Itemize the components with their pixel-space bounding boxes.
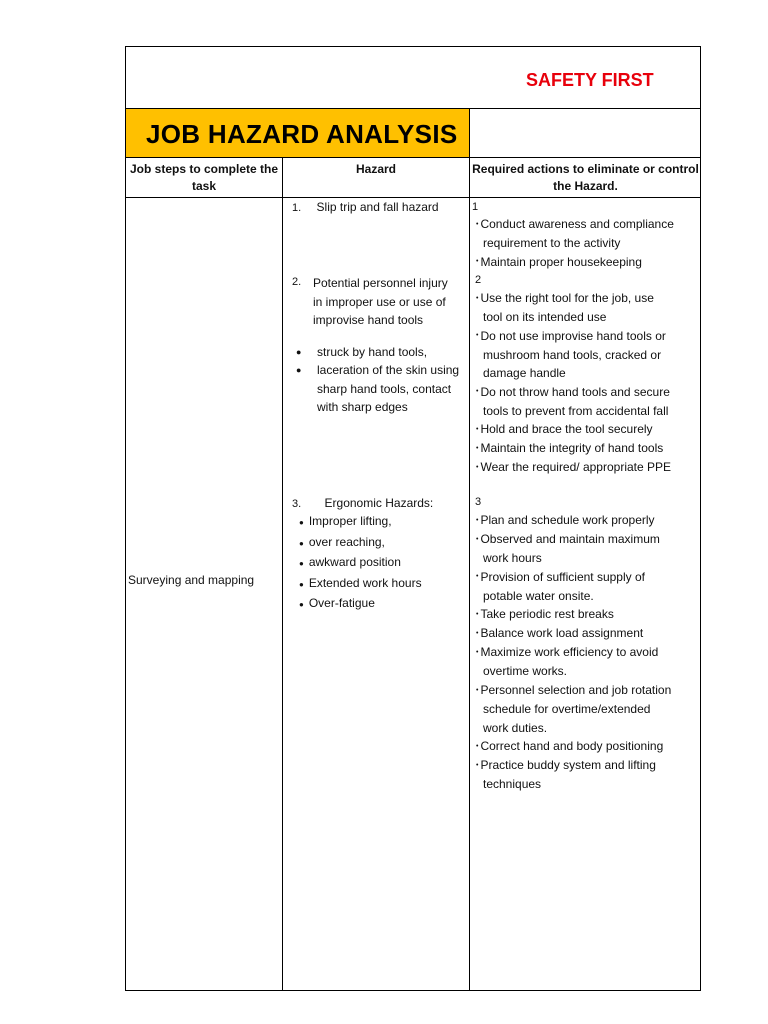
action-group-2 [476,289,671,477]
hazard-2-line: in improper use or use of [313,294,446,309]
action-text: potable water onsite. [483,588,594,603]
action-text: Maximize work efficiency to avoid [480,645,659,660]
action-text: Hold and brace the tool securely [480,422,653,437]
bullet-icon: ● [296,365,302,375]
bullet-icon: ● [299,538,304,548]
action-text: Conduct awareness and compliance [480,217,674,231]
page-title: JOB HAZARD ANALYSIS [146,119,458,149]
hazard-3-bullet [299,574,422,595]
action-item [476,643,671,662]
job-step-text: Surveying and mapping [128,573,255,587]
action-text: Wear the required/ appropriate PPE [480,460,672,475]
safety-first-label: SAFETY FIRST [526,70,654,90]
hazard-3-bullet [299,512,422,533]
bullet-icon: ● [299,579,304,589]
bullet-icon: • [476,425,479,433]
bullet-text: awkward position [308,555,401,569]
bullet-icon: ● [299,518,304,527]
bullet-icon: • [476,516,479,524]
hazard-3-bullets [299,512,422,615]
bullet-icon: • [476,629,479,637]
action-item [476,439,671,458]
bullet-text: Over-fatigue [308,596,375,610]
action-text: requirement to the activity [483,236,621,251]
bullet-icon: • [476,761,479,769]
hazard-2-number: 2. [292,276,302,288]
hazard-2-bullet-2 [296,361,301,381]
action-group-1-number: 1 [472,201,479,213]
bullet-line: with sharp edges [317,400,408,414]
bullet-icon: • [476,294,479,302]
hazard-3 [292,494,433,514]
action-text: Maintain proper housekeeping [480,254,642,269]
action-item [476,530,671,549]
column-header-job-steps: Job steps to complete the task [129,162,279,193]
hazard-2-bullet-text: struck by hand tools, [317,345,428,359]
bullet-icon: • [476,463,479,471]
column-header-hazard: Hazard [355,162,396,176]
action-text: Use the right tool for the job, use [480,291,654,305]
divider [469,108,470,157]
hazard-1-number: 1. [292,202,302,214]
action-item [476,511,671,530]
hazard-3-bullet [299,553,422,574]
bullet-icon: • [476,742,479,750]
hazard-2-text [313,274,448,330]
bullet-icon: • [476,610,479,618]
action-text: tools to prevent from accidental fall [483,403,669,418]
bullet-icon: • [476,220,479,228]
action-item [476,383,671,402]
action-text: Personnel selection and job rotation [480,682,672,697]
action-group-3 [476,511,671,794]
bullet-icon: • [476,332,479,340]
action-text: damage handle [483,366,566,381]
action-text: work duties. [483,720,548,735]
bullet-icon: • [476,648,479,656]
hazard-3-text: Ergonomic Hazards: [324,496,434,510]
action-text: Do not use improvise hand tools or [480,328,666,343]
bullet-icon: ● [299,559,304,568]
hazard-2-line: Potential personnel injury [313,276,448,290]
bullet-icon: • [476,258,479,266]
hazard-3-bullet [299,533,422,554]
action-text: Maintain the integrity of hand tools [480,441,664,456]
action-group-2-number: 2 [475,274,482,286]
hazard-2-bullet-1 [296,343,301,363]
action-group-1 [476,215,674,272]
action-text: Balance work load assignment [480,626,644,641]
divider [125,157,701,158]
action-item [476,756,671,775]
bullet-icon: ● [296,347,302,357]
bullet-text: Improper lifting, [308,514,392,528]
action-text: tool on its intended use [483,310,607,325]
action-item [476,568,671,587]
action-text: Correct hand and body positioning [480,739,664,754]
hazard-3-bullet [299,594,422,615]
divider [469,157,470,991]
action-text: work hours [483,551,542,566]
action-item [476,289,671,308]
action-group-3-number: 3 [475,496,482,508]
divider [282,157,283,991]
action-text: mushroom hand tools, cracked or [483,347,662,362]
action-item [476,215,674,234]
bullet-text: Extended work hours [308,575,422,590]
bullet-line: sharp hand tools, contact [317,381,452,396]
action-text: Observed and maintain maximum [480,532,660,547]
action-text: Do not throw hand tools and secure [480,384,670,399]
hazard-2-bullet-text [317,361,459,417]
action-item [476,253,674,272]
divider [125,108,701,109]
hazard-1 [292,198,439,218]
action-item [476,681,671,700]
action-item [476,327,671,346]
bullet-icon: • [476,444,479,452]
bullet-line: laceration of the skin using [317,363,460,377]
action-text: Plan and schedule work properly [480,513,655,527]
action-item [476,737,671,756]
bullet-icon: • [476,573,479,581]
hazard-1-text: Slip trip and fall hazard [316,200,439,214]
action-item [476,624,671,643]
hazard-2-line: improvise hand tools [313,313,424,327]
action-text: schedule for overtime/extended [483,702,651,717]
action-text: Practice buddy system and lifting [480,758,656,773]
bullet-icon: ● [299,600,304,609]
column-header-actions: Required actions to eliminate or control the Hazard. [472,162,699,193]
bullet-text: over reaching, [308,534,385,549]
bullet-icon: • [476,535,479,543]
action-item [476,458,671,477]
bullet-icon: • [476,686,479,694]
action-item [476,420,671,439]
bullet-icon: • [476,388,479,396]
hazard-3-number: 3. [292,498,302,510]
action-text: Take periodic rest breaks [480,607,614,622]
action-text: Provision of sufficient supply of [480,569,645,584]
action-text: overtime works. [483,664,568,679]
action-item [476,605,671,624]
action-text: techniques [483,777,542,792]
